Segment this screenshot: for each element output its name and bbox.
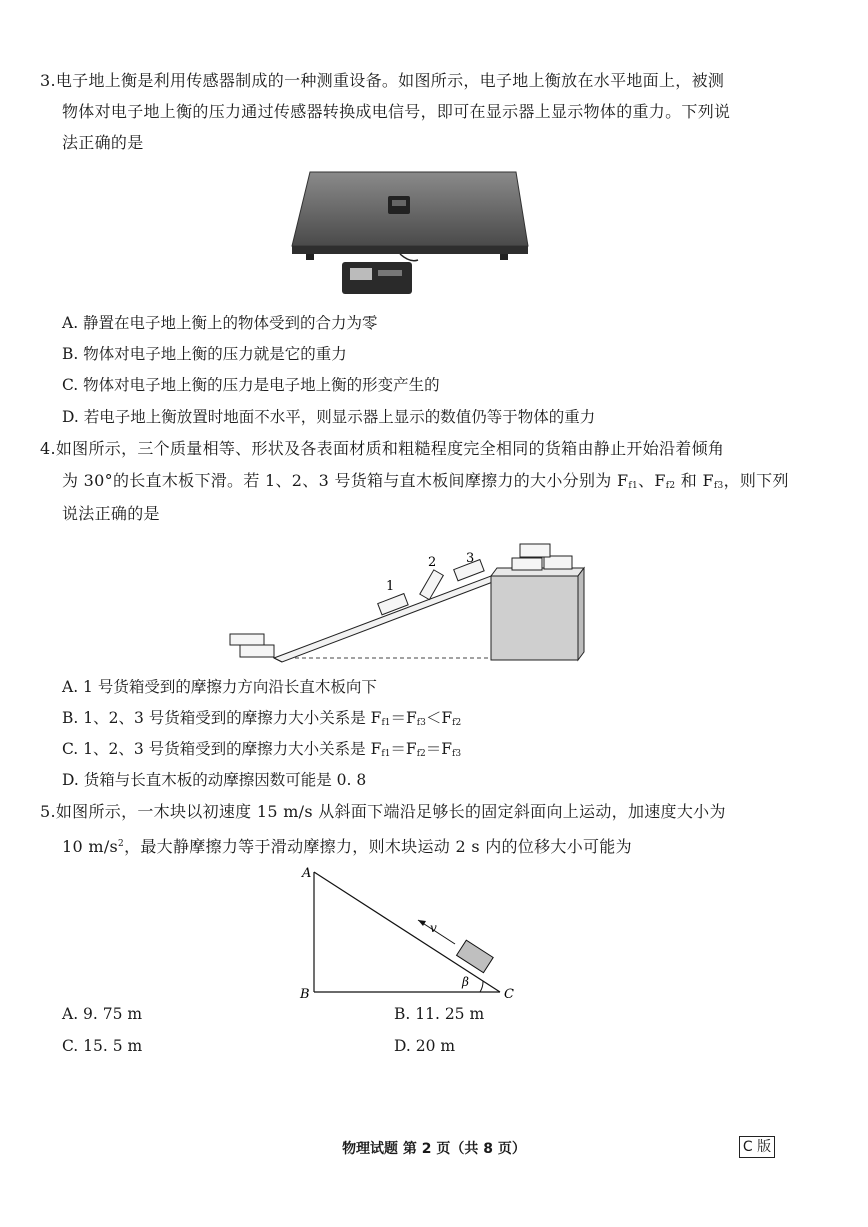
q5-option-a: A. 9. 75 m	[62, 1005, 143, 1023]
label-angle-beta: β	[462, 975, 469, 989]
label-point-a: A	[302, 866, 312, 881]
q3-stem-line2: 物体对电子地上衡的压力通过传感器转换成电信号，即可在显示器上显示物体的重力。下列说	[62, 102, 731, 121]
q5-option-d: D. 20 m	[394, 1037, 456, 1055]
page-footer: 物理试题 第 2 页（共 8 页）	[342, 1141, 526, 1157]
label-point-c: C	[504, 987, 514, 1002]
q4-option-b: B. 1、2、3 号货箱受到的摩擦力大小关系是 $F_{f1}=F_{f3}<F_{f2}$	[62, 709, 462, 728]
q4-stem-line3: 说法正确的是	[62, 504, 160, 523]
version-badge: C 版	[739, 1136, 775, 1158]
label-velocity: v	[430, 921, 437, 935]
q3-option-a: A. 静置在电子地上衡上的物体受到的合力为零	[62, 314, 378, 332]
q3-stem-line3: 法正确的是	[62, 133, 144, 152]
q4-option-a: A. 1 号货箱受到的摩擦力方向沿长直木板向下	[62, 678, 377, 696]
q3-stem-line1: 3.电子地上衡是利用传感器制成的一种测重设备。如图所示，电子地上衡放在水平地面上，被测	[40, 71, 725, 90]
q3-option-d: D. 若电子地上衡放置时地面不水平，则显示器上显示的数值仍等于物体的重力	[62, 408, 596, 426]
q5-option-c: C. 15. 5 m	[62, 1037, 143, 1055]
q4-stem-line2: 为 30°的长直木板下滑。若 1、2、3 号货箱与直木板间摩擦力的大小分别为 $F_{f1}$、$F_{f2}$ 和 $F_{f3}$，则下列	[62, 471, 789, 491]
q5-stem-line2: 10 $m/s^2$，最大静摩擦力等于滑动摩擦力，则木块运动 2 s 内的位移大小可能为	[62, 837, 632, 856]
box-label-2: 2	[428, 555, 437, 570]
q3-option-c: C. 物体对电子地上衡的压力是电子地上衡的形变产生的	[62, 376, 440, 394]
box-label-1: 1	[386, 579, 395, 594]
label-point-b: B	[300, 987, 310, 1002]
q5-stem-line1: 5.如图所示，一木块以初速度 15 m/s 从斜面下端沿足够长的固定斜面向上运动，加速度大小为	[40, 802, 726, 821]
q4-stem-line1: 4.如图所示，三个质量相等、形状及各表面材质和粗糙程度完全相同的货箱由静止开始沿着倾角	[40, 439, 725, 458]
ramp-figure	[226, 540, 588, 664]
q5-option-b: B. 11. 25 m	[394, 1005, 485, 1023]
box-label-3: 3	[466, 551, 475, 566]
scale-figure	[290, 168, 530, 296]
q4-option-d: D. 货箱与长直木板的动摩擦因数可能是 0. 8	[62, 771, 367, 789]
q3-option-b: B. 物体对电子地上衡的压力就是它的重力	[62, 345, 347, 363]
incline-figure	[290, 862, 530, 1004]
q4-option-c: C. 1、2、3 号货箱受到的摩擦力大小关系是 $F_{f1}=F_{f2}=F_{f3}$	[62, 740, 462, 759]
